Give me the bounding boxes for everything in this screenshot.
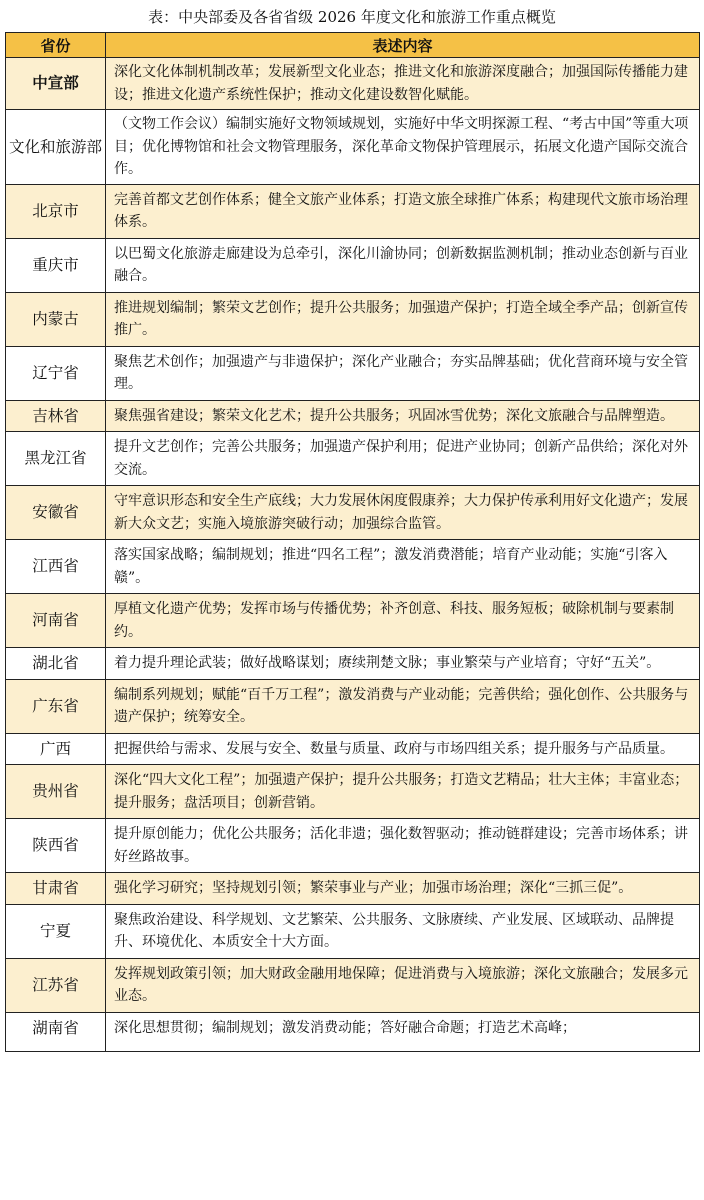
content-cell: 强化学习研究；坚持规划引领；繁荣事业与产业；加强市场治理；深化“三抓三促”。 [106, 873, 700, 905]
content-cell: 聚焦强省建设；繁荣文化艺术；提升公共服务；巩固冰雪优势；深化文旅融合与品牌塑造。 [106, 400, 700, 432]
province-cell: 贵州省 [6, 765, 106, 819]
content-cell: 守牢意识形态和安全生产底线；大力发展休闲度假康养；大力保护传承利用好文化遗产；发展新大众文艺；实施入境旅游突破行动；加强综合监管。 [106, 486, 700, 540]
table-row [6, 958, 700, 1012]
content-cell: 深化思想贯彻；编制规划；激发消费动能；答好融合命题；打造艺术高峰； [106, 1012, 700, 1052]
table-row [6, 58, 700, 110]
province-cell: 黑龙江省 [6, 432, 106, 486]
content-cell: 完善首都文艺创作体系；健全文旅产业体系；打造文旅全球推广体系；构建现代文旅市场治理体系。 [106, 184, 700, 238]
table-row [6, 733, 700, 765]
province-cell: 湖南省 [6, 1012, 106, 1052]
content-cell: 以巴蜀文化旅游走廊建设为总牵引，深化川渝协同；创新数据监测机制；推动业态创新与百业融合。 [106, 238, 700, 292]
content-cell: 推进规划编制；繁荣文艺创作；提升公共服务；加强遗产保护；打造全域全季产品；创新宣传推广。 [106, 292, 700, 346]
content-cell: 聚焦艺术创作；加强遗产与非遗保护；深化产业融合；夯实品牌基础；优化营商环境与安全管理。 [106, 346, 700, 400]
province-cell: 甘肃省 [6, 873, 106, 905]
content-cell: 落实国家战略；编制规划；推进“四名工程”；激发消费潜能；培育产业动能；实施“引客入赣”。 [106, 540, 700, 594]
province-cell: 江苏省 [6, 958, 106, 1012]
header-content: 表述内容 [106, 33, 700, 58]
province-cell: 广西 [6, 733, 106, 765]
province-cell: 北京市 [6, 184, 106, 238]
content-cell: 着力提升理论武装；做好战略谋划；赓续荆楚文脉；事业繁荣与产业培育；守好“五关”。 [106, 648, 700, 680]
province-cell: 湖北省 [6, 648, 106, 680]
table-row [6, 432, 700, 486]
work-priorities-table [5, 32, 700, 1052]
table-row [6, 873, 700, 905]
table-row [6, 765, 700, 819]
content-cell: 把握供给与需求、发展与安全、数量与质量、政府与市场四组关系；提升服务与产品质量。 [106, 733, 700, 765]
province-cell: 辽宁省 [6, 346, 106, 400]
province-cell: 宁夏 [6, 904, 106, 958]
table-row [6, 819, 700, 873]
table-row [6, 292, 700, 346]
content-cell: 提升文艺创作；完善公共服务；加强遗产保护利用；促进产业协同；创新产品供给；深化对外交流。 [106, 432, 700, 486]
header-province: 省份 [6, 33, 106, 58]
table-row [6, 346, 700, 400]
province-cell: 文化和旅游部 [6, 110, 106, 185]
table-row [6, 904, 700, 958]
table-row [6, 238, 700, 292]
table-row [6, 1012, 700, 1052]
content-cell: 深化“四大文化工程”；加强遗产保护；提升公共服务；打造文艺精品；壮大主体；丰富业态；提升服务；盘活项目；创新营销。 [106, 765, 700, 819]
table-caption: 表：中央部委及各省省级 2026 年度文化和旅游工作重点概览 [148, 8, 556, 26]
province-cell: 吉林省 [6, 400, 106, 432]
province-cell: 内蒙古 [6, 292, 106, 346]
content-cell: 编制系列规划；赋能“百千万工程”；激发消费与产业动能；完善供给；强化创作、公共服务与遗产保护；统筹安全。 [106, 679, 700, 733]
province-cell: 江西省 [6, 540, 106, 594]
content-cell: 深化文化体制机制改革；发展新型文化业态；推进文化和旅游深度融合；加强国际传播能力建设；推进文化遗产系统性保护；推动文化建设数智化赋能。 [106, 58, 700, 110]
content-cell: 提升原创能力；优化公共服务；活化非遗；强化数智驱动；推动链群建设；完善市场体系；讲好丝路故事。 [106, 819, 700, 873]
table-header-row [6, 33, 700, 58]
content-cell: 厚植文化遗产优势；发挥市场与传播优势；补齐创意、科技、服务短板；破除机制与要素制约。 [106, 594, 700, 648]
province-cell: 河南省 [6, 594, 106, 648]
province-cell: 重庆市 [6, 238, 106, 292]
content-cell: （文物工作会议）编制实施好文物领域规划，实施好中华文明探源工程、“考古中国”等重大项目；优化博物馆和社会文物管理服务，深化革命文物保护管理展示，拓展文化遗产国际交流合作。 [106, 110, 700, 185]
table-row [6, 648, 700, 680]
province-cell: 安徽省 [6, 486, 106, 540]
table-row [6, 184, 700, 238]
table-row [6, 540, 700, 594]
table-row [6, 110, 700, 185]
table-row [6, 679, 700, 733]
content-cell: 聚焦政治建设、科学规划、文艺繁荣、公共服务、文脉赓续、产业发展、区域联动、品牌提升、环境优化、本质安全十大方面。 [106, 904, 700, 958]
table-row [6, 400, 700, 432]
table-row [6, 486, 700, 540]
province-cell: 中宣部 [6, 58, 106, 110]
table-row [6, 594, 700, 648]
province-cell: 陕西省 [6, 819, 106, 873]
province-cell: 广东省 [6, 679, 106, 733]
content-cell: 发挥规划政策引领；加大财政金融用地保障；促进消费与入境旅游；深化文旅融合；发展多元业态。 [106, 958, 700, 1012]
